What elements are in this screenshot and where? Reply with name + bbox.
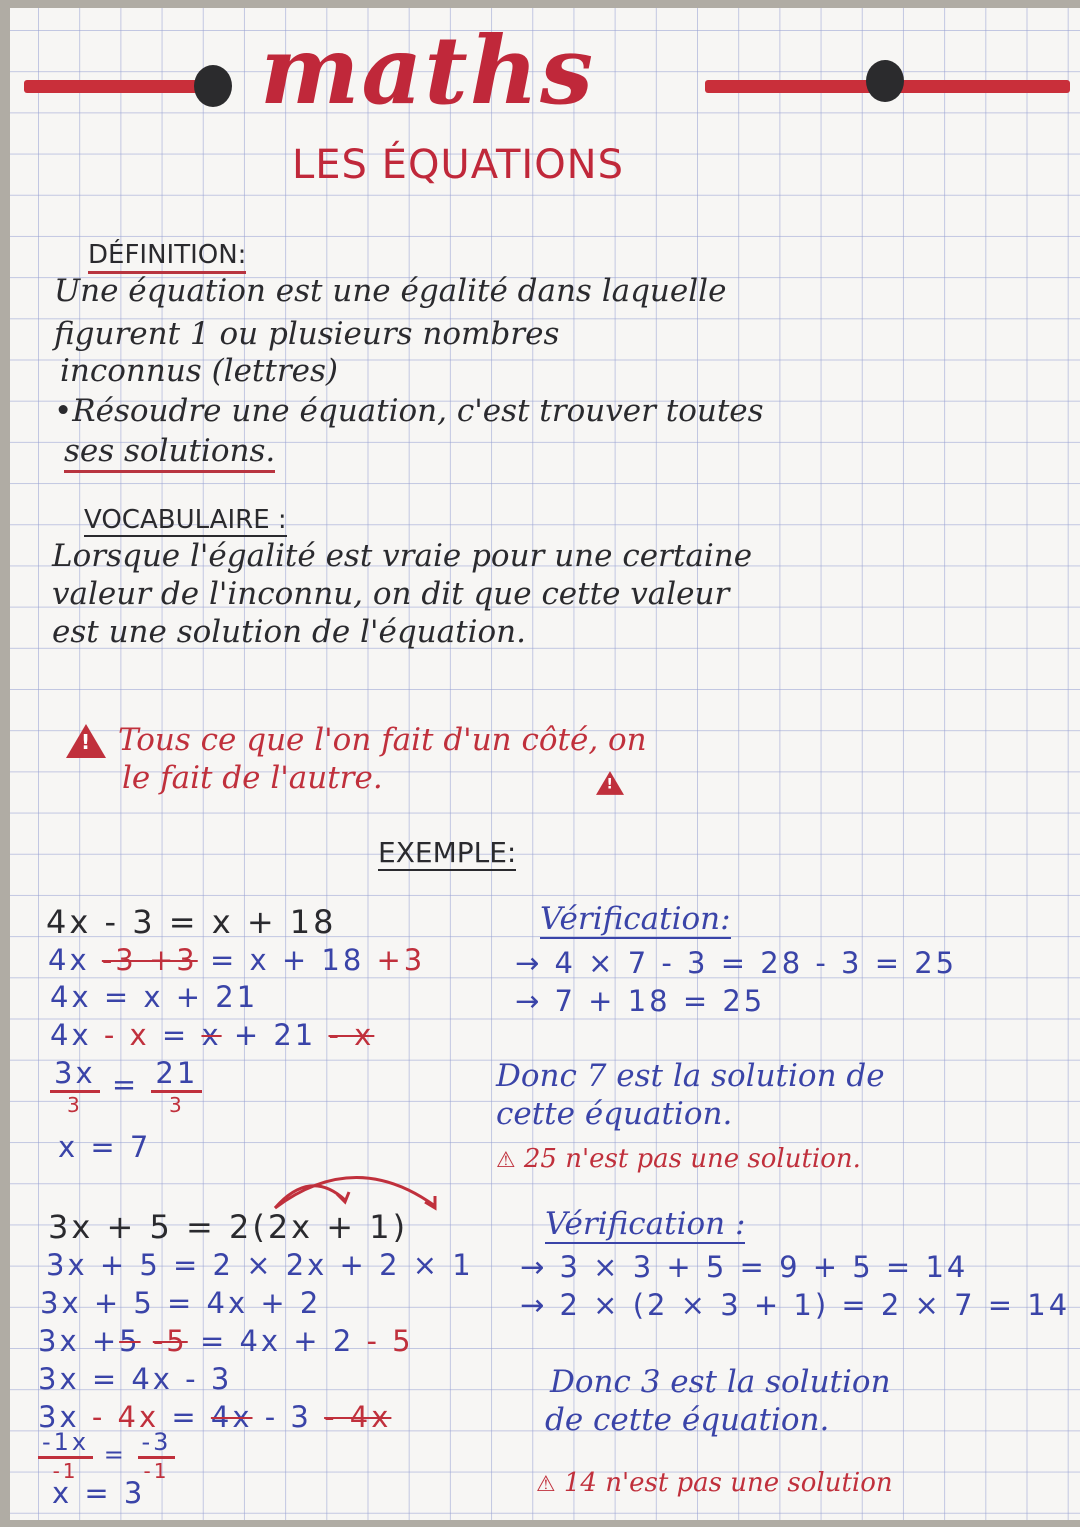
- verification-title: Vérification :: [545, 1206, 746, 1242]
- definition-heading: DÉFINITION:: [88, 240, 246, 274]
- page-title: maths: [260, 16, 596, 126]
- warning-triangle-icon: [66, 724, 106, 758]
- verification-line: → 7 + 18 = 25: [515, 984, 766, 1018]
- equation-result: x = 7: [58, 1130, 152, 1164]
- verification-line: → 2 × (2 × 3 + 1) = 2 × 7 = 14: [520, 1288, 1071, 1322]
- definition-line: figurent 1 ou plusieurs nombres: [54, 316, 560, 352]
- vocabulary-line: est une solution de l'équation.: [52, 614, 526, 650]
- warning-triangle-icon: [596, 771, 624, 795]
- header-left-dot: [194, 65, 232, 107]
- equation-step: 3x + 5 = 2 × 2x + 2 × 1: [46, 1248, 474, 1282]
- definition-line: •Résoudre une équation, c'est trouver toutes: [54, 393, 764, 429]
- warning-line: le fait de l'autre.: [122, 760, 383, 796]
- equation-result: x = 3: [52, 1476, 146, 1510]
- conclusion-line: de cette équation.: [545, 1402, 830, 1438]
- conclusion-line: cette équation.: [496, 1096, 733, 1132]
- verification-line: → 3 × 3 + 5 = 9 + 5 = 14: [520, 1250, 969, 1284]
- equation-step: 4x - x = x + 21 - x: [50, 1018, 375, 1052]
- note-line: ⚠ 14 n'est pas une solution: [536, 1468, 893, 1498]
- example-heading: EXEMPLE:: [378, 836, 517, 869]
- conclusion-line: Donc 7 est la solution de: [496, 1058, 885, 1094]
- equation-step: 3x = 4x - 3: [38, 1362, 233, 1396]
- verification-line: → 4 × 7 - 3 = 28 - 3 = 25: [515, 946, 958, 980]
- equation-step: 3x + 5 = 2(2x + 1): [48, 1208, 409, 1246]
- definition-line: ses solutions.: [64, 433, 275, 473]
- equation-step: 3x +5 -5 = 4x + 2 - 5: [38, 1324, 414, 1358]
- verification-title: Vérification:: [540, 901, 731, 937]
- header-left-rule: [24, 80, 214, 93]
- vocabulary-heading: VOCABULAIRE :: [84, 505, 287, 535]
- notebook-page: [10, 8, 1080, 1520]
- equation-step: 4x -3 +3 = x + 18 +3: [48, 943, 426, 977]
- page-subtitle: LES ÉQUATIONS: [292, 142, 624, 188]
- equation-step: 3x - 4x = 4x - 3 - 4x: [38, 1400, 392, 1434]
- equation-step: 4x - 3 = x + 18: [46, 903, 337, 941]
- definition-line: Une équation est une égalité dans laquelle: [54, 273, 727, 309]
- vocabulary-line: valeur de l'inconnu, on dit que cette valeur: [52, 576, 730, 612]
- header-right-dot: [866, 60, 904, 102]
- equation-step: 4x = x + 21: [50, 980, 259, 1014]
- conclusion-line: Donc 3 est la solution: [550, 1364, 891, 1400]
- equation-step-fraction: $\frac{3x}{3}$ = $\frac{21}{3}$: [50, 1056, 202, 1117]
- warning-line: Tous ce que l'on fait d'un côté, on: [118, 722, 647, 758]
- note-line: ⚠ 25 n'est pas une solution.: [496, 1144, 861, 1174]
- warning-small-icon: ⚠: [536, 1472, 556, 1497]
- vocabulary-line: Lorsque l'égalité est vraie pour une certaine: [52, 538, 753, 574]
- equation-step: 3x + 5 = 4x + 2: [40, 1286, 322, 1320]
- definition-line: inconnus (lettres): [60, 353, 339, 389]
- equation-step-fraction: $\frac{-1x}{-1}$ = $\frac{-3}{-1}$: [38, 1428, 175, 1483]
- warning-small-icon: ⚠: [496, 1148, 516, 1173]
